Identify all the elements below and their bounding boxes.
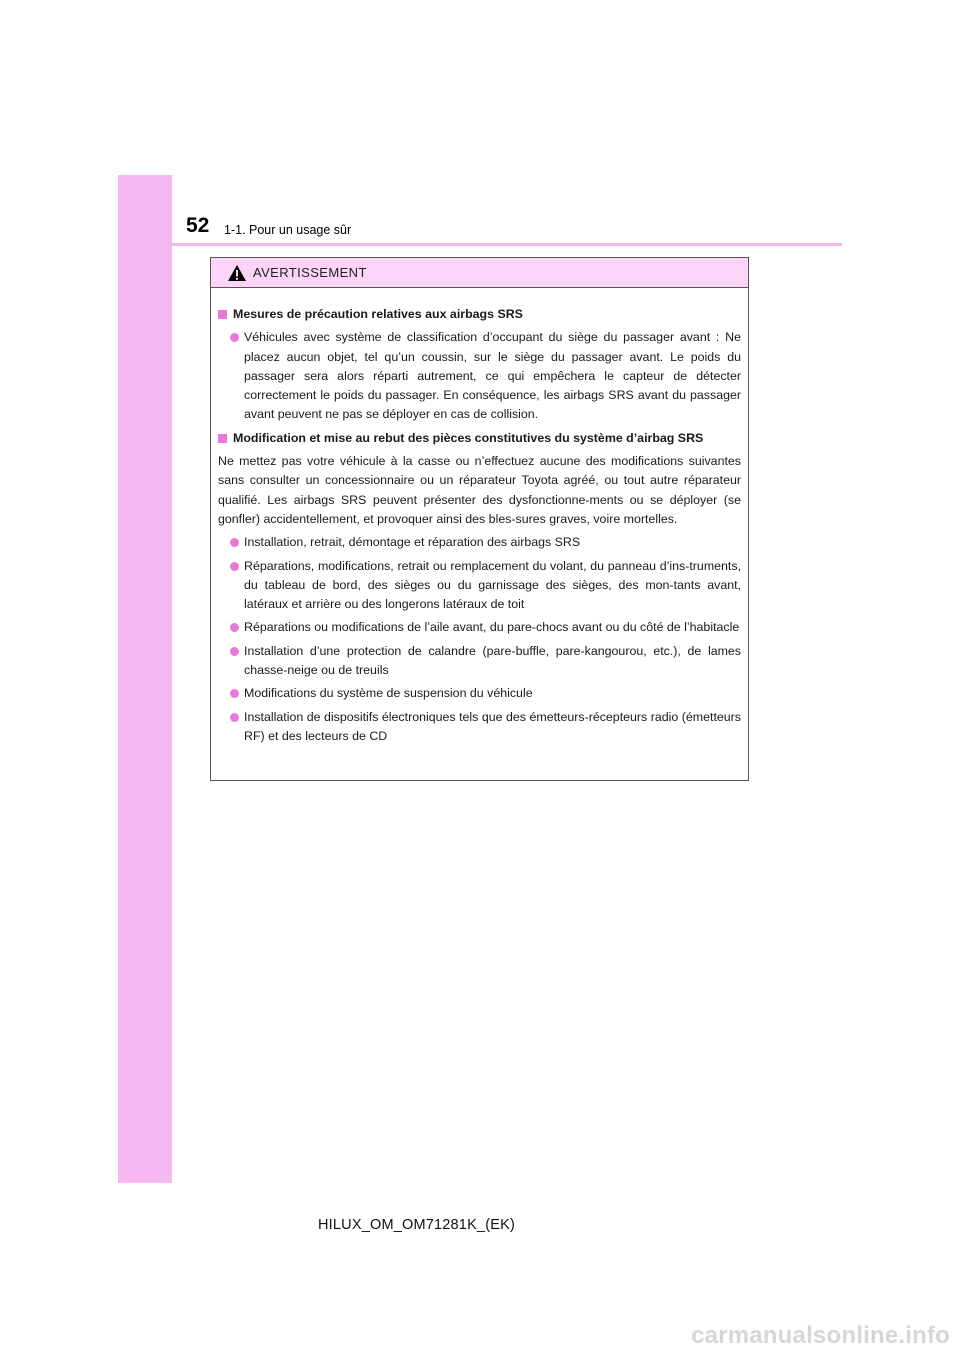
section-heading-text: Modification et mise au rebut des pièces constitutives du système d’airbag SRS (233, 430, 704, 445)
header-rule (118, 243, 842, 246)
watermark-link[interactable]: carmanualsonline.info (691, 1322, 950, 1349)
document-code: HILUX_OM_OM71281K_(EK) (318, 1217, 516, 1233)
section-title: 1-1. Pour un usage sûr (224, 223, 352, 237)
square-bullet-icon (218, 310, 227, 319)
section-heading (218, 429, 741, 448)
page-number: 52 (186, 214, 210, 237)
section-heading (218, 305, 741, 324)
round-bullet-icon (230, 647, 239, 656)
list-item (218, 328, 741, 424)
list-item-text: Installation, retrait, démontage et réparation des airbags SRS (244, 535, 581, 550)
list-item-text: Installation d’une protection de calandre (pare-buffle, pare-kangourou, etc.), de lames chasse-neige ou de treuils (244, 643, 741, 678)
list-item-text: Réparations, modifications, retrait ou remplacement du volant, du panneau d’ins-truments, du tableau de bord, des sièges ou du garnissage des sièges, des mon-tants avant, latéraux et arrière ou des longerons latéraux de toit (244, 558, 741, 612)
list-item-text: Réparations ou modifications de l’aile avant, du pare-chocs avant ou du côté de l’habitacle (244, 620, 740, 635)
list-item (218, 708, 741, 747)
warning-triangle-icon (227, 264, 247, 282)
list-item-text: Installation de dispositifs électroniques tels que des émetteurs-récepteurs radio (émetteurs RF) et des lecteurs de CD (244, 709, 741, 743)
list-item (218, 533, 741, 552)
round-bullet-icon (230, 538, 239, 547)
round-bullet-icon (230, 623, 239, 632)
section-heading-text: Mesures de précaution relatives aux airbags SRS (233, 307, 523, 321)
warning-header (211, 258, 748, 288)
list-item-text: Véhicules avec système de classification d’occupant du siège du passager avant : Ne placez aucun objet, tel qu’un coussin, sur le siège du passager avant. Le poids du passager sera alors réparti autrement, ce qui empêchera le capteur de détecter correctement le poids du passager. En conséquence, les airbags SRS avant du passager avant peuvent ne pas se déployer en cas de collision. (244, 330, 741, 422)
round-bullet-icon (230, 562, 239, 571)
side-tab-band (118, 175, 172, 1183)
warning-body (211, 288, 748, 746)
list-item (218, 642, 741, 681)
list-item-text: Modifications du système de suspension du véhicule (244, 686, 533, 701)
list-item (218, 618, 741, 637)
list-item (218, 684, 741, 703)
square-bullet-icon (218, 434, 227, 443)
round-bullet-icon (230, 689, 239, 698)
round-bullet-icon (230, 333, 239, 342)
section-paragraph: Ne mettez pas votre véhicule à la casse ou n’effectuez aucune des modifications suivantes sans consulter un concessionnaire ou un réparateur Toyota agréé, ou tout autre réparateur qualifié. Les airbags SRS peuvent présenter des dysfonctionne-ments ou se déployer (se gonfler) accidentellement, et provoquer ainsi des bles-sures graves, voire mortelles. (218, 454, 741, 526)
warning-title: AVERTISSEMENT (253, 265, 367, 280)
round-bullet-icon (230, 713, 239, 722)
warning-box (210, 257, 749, 781)
list-item (218, 557, 741, 615)
